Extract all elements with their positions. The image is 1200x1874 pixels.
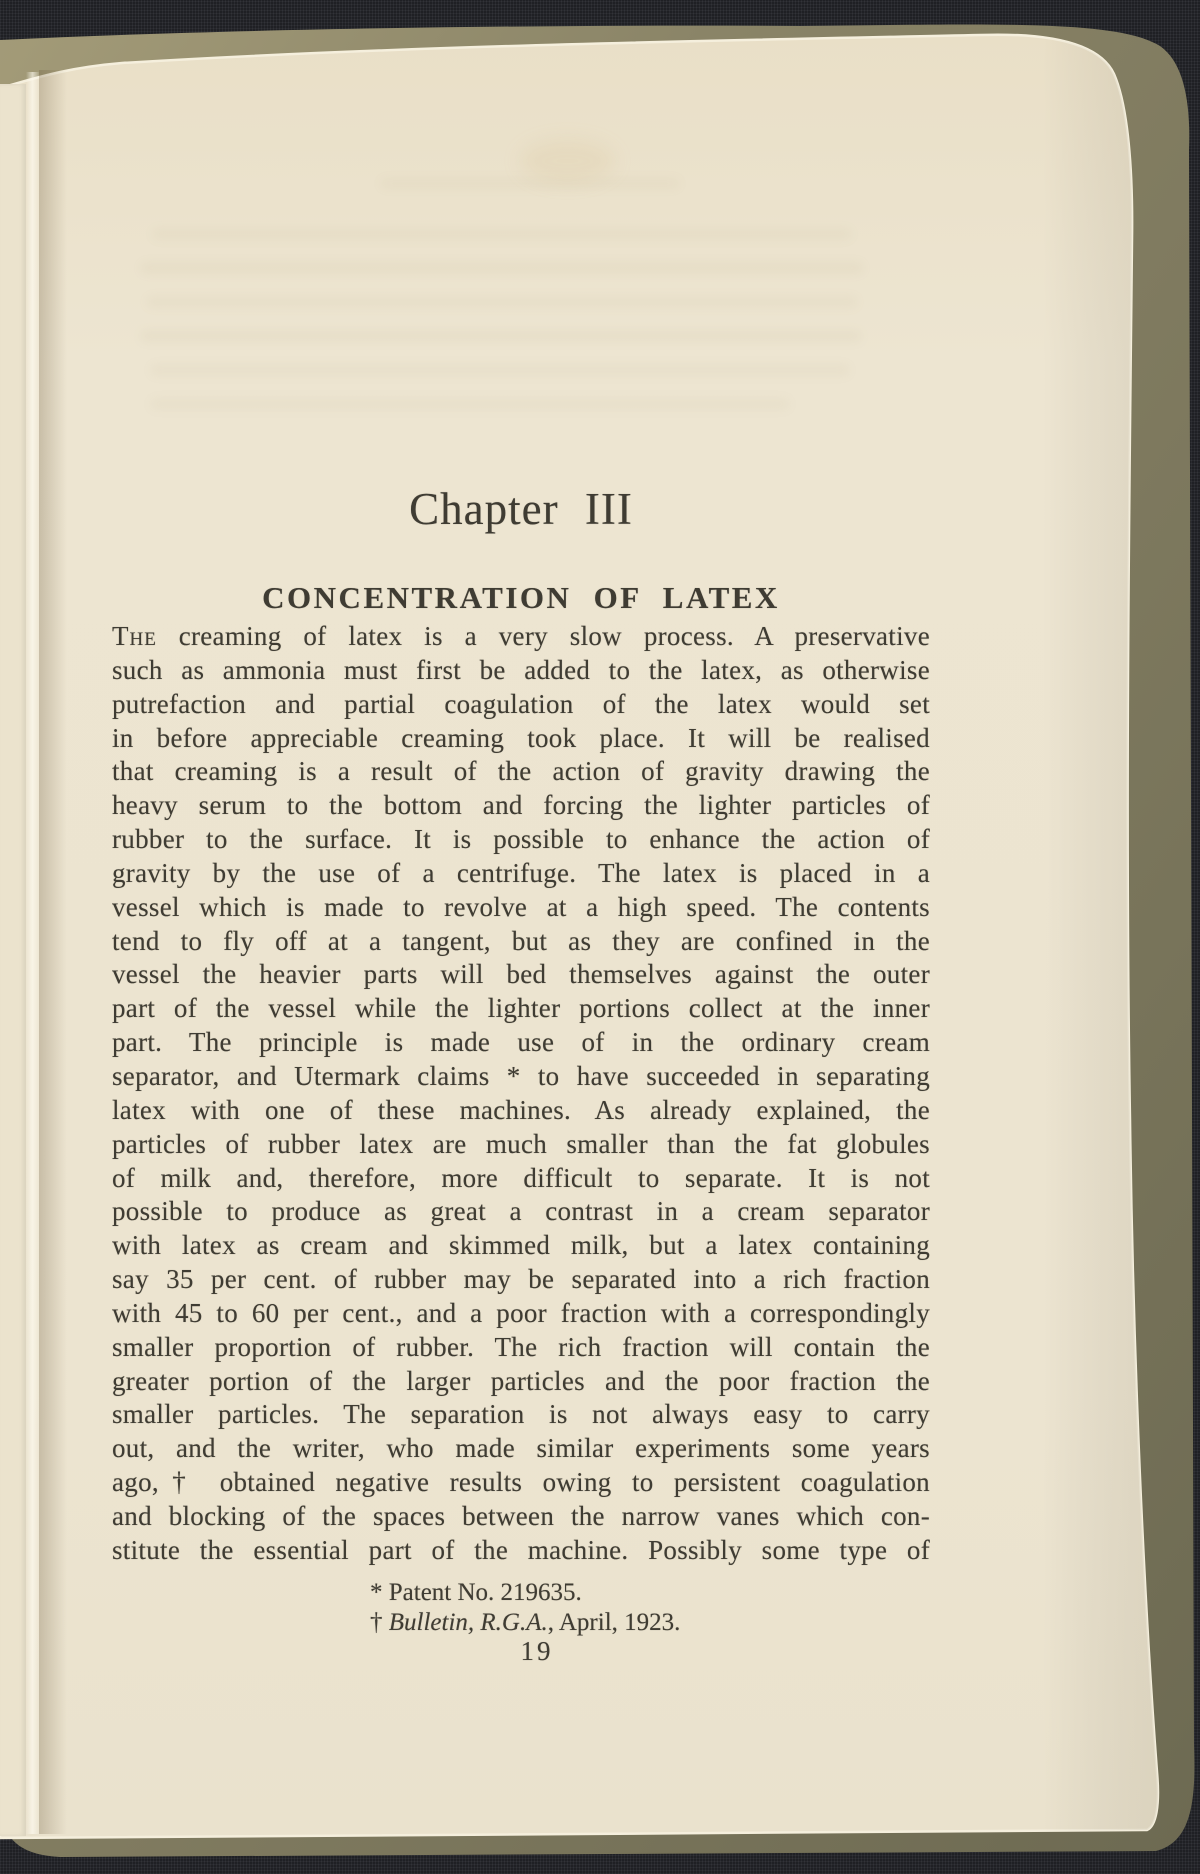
footnote-marker: * xyxy=(370,1579,383,1606)
page-showthrough xyxy=(140,330,862,342)
body-text xyxy=(112,620,930,1568)
body-line: vessel which is made to revolve at a high speed. The contents xyxy=(112,891,930,922)
footnote-citation: Bulletin, R.G.A. xyxy=(388,1608,548,1636)
body-line: latex with one of these machines. As already explained, the xyxy=(112,1094,930,1125)
body-line: smaller proportion of rubber. The rich fraction will contain the xyxy=(112,1331,930,1362)
lead-word-small-caps: The xyxy=(112,621,157,651)
body-line: such as ammonia must first be added to the latex, as otherwise xyxy=(112,654,930,685)
body-line: rubber to the surface. It is possible to enhance the action of xyxy=(112,824,930,855)
footnote-marker: † xyxy=(370,1608,383,1636)
page-showthrough xyxy=(152,228,852,240)
body-line-text: creaming of latex is a very slow process. A preservative xyxy=(178,621,930,651)
body-line: smaller particles. The separation is not always easy to carry xyxy=(112,1399,930,1430)
footnote xyxy=(370,1578,680,1608)
body-line: that creaming is a result of the action of gravity drawing the xyxy=(112,756,930,787)
body-line: say 35 per cent. of rubber may be separated into a rich fraction xyxy=(112,1264,930,1295)
body-line: with 45 to 60 per cent., and a poor fraction with a correspondingly xyxy=(112,1297,930,1328)
body-line: out, and the writer, who made similar experiments some years xyxy=(112,1433,930,1464)
gutter-shadow xyxy=(39,70,67,1834)
under-page-fore-edge xyxy=(0,84,26,1836)
footnote-text: , April, 1923. xyxy=(547,1608,681,1636)
page-showthrough xyxy=(150,398,790,410)
body-line: and blocking of the spaces between the narrow vanes which con- xyxy=(112,1500,930,1531)
paper-stain xyxy=(520,140,615,182)
page-showthrough xyxy=(150,364,850,376)
body-line: heavy serum to the bottom and forcing the lighter particles of xyxy=(112,790,930,821)
body-line: gravity by the use of a centrifuge. The latex is placed in a xyxy=(112,857,930,888)
body-line: greater portion of the larger particles and the poor fraction the xyxy=(112,1365,930,1396)
body-line xyxy=(112,620,930,654)
section-title: CONCENTRATION OF LATEX xyxy=(262,580,780,615)
footnote-text: Patent No. 219635. xyxy=(388,1579,582,1606)
page-showthrough xyxy=(146,296,858,308)
body-line: with latex as cream and skimmed milk, but a latex containing xyxy=(112,1230,930,1261)
body-line: vessel the heavier parts will bed themselves against the outer xyxy=(112,959,930,990)
page-number: 19 xyxy=(520,1636,554,1666)
body-line: putrefaction and partial coagulation of the latex would set xyxy=(112,688,930,719)
body-line: particles of rubber latex are much smaller than the fat globules xyxy=(112,1128,930,1159)
page-showthrough xyxy=(380,178,680,189)
footnote xyxy=(370,1608,680,1638)
body-line: part of the vessel while the lighter portions collect at the inner xyxy=(112,993,930,1024)
gutter-highlight xyxy=(26,72,39,1834)
body-line: tend to fly off at a tangent, but as they are confined in the xyxy=(112,925,930,956)
body-line: in before appreciable creaming took place. It will be realised xyxy=(112,722,930,753)
footnotes xyxy=(370,1578,680,1637)
body-line: ago,† obtained negative results owing to persistent coagulation xyxy=(112,1467,930,1498)
body-line: possible to produce as great a contrast in a cream separator xyxy=(112,1196,930,1227)
page-showthrough xyxy=(140,262,864,274)
body-line: of milk and, therefore, more difficult to separate. It is not xyxy=(112,1162,930,1193)
chapter-title: Chapter III xyxy=(409,484,633,534)
body-line: stitute the essential part of the machine. Possibly some type of xyxy=(112,1534,930,1565)
body-line: separator, and Utermark claims * to have succeeded in separating xyxy=(112,1060,930,1091)
body-line: part. The principle is made use of in the ordinary cream xyxy=(112,1027,930,1058)
